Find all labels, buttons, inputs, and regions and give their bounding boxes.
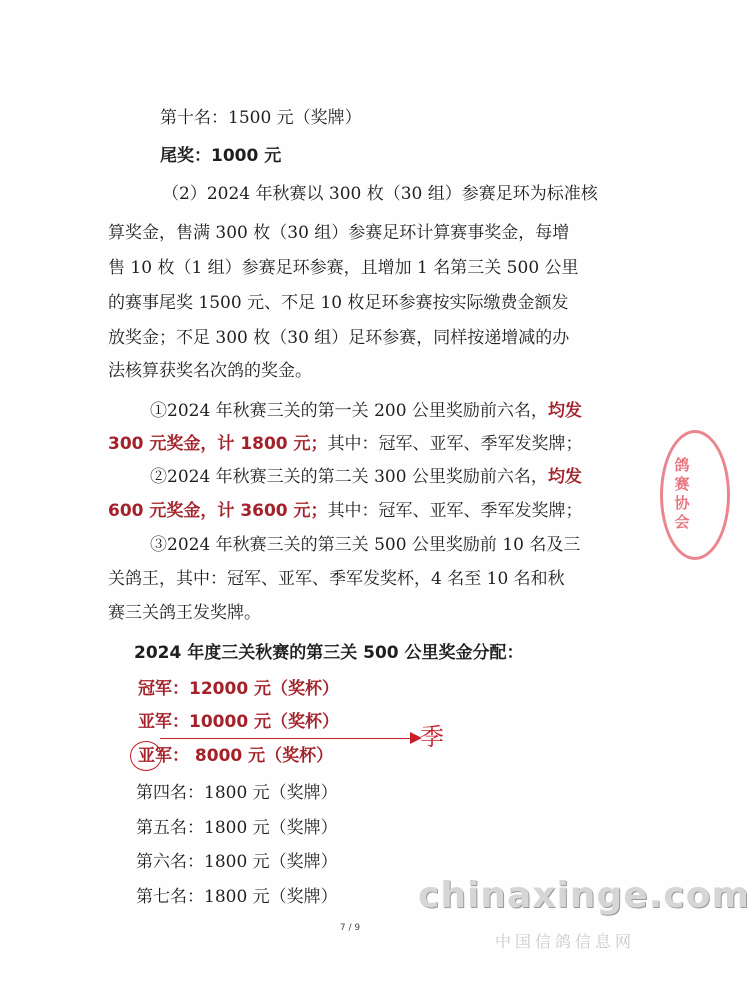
stage1-line-2 (108, 433, 583, 455)
paragraph-line-4: 的赛事尾奖 1500 元、不足 10 枚足环参赛按实际缴费金额发 (108, 293, 569, 313)
correction-circle (130, 741, 162, 771)
paragraph-line-5: 放奖金；不足 300 枚（30 组）足环参赛，同样按递增减的办 (108, 328, 570, 348)
prize-third: 亚军： 8000 元（奖杯） (138, 746, 334, 766)
paragraph-line-3: 售 10 枚（1 组）参赛足环参赛，且增加 1 名第三关 500 公里 (108, 258, 579, 278)
stage2-highlight: 均发 (547, 467, 582, 487)
stage1-line-1 (150, 400, 582, 422)
prize-7th: 第七名：1800 元（奖牌） (136, 887, 338, 907)
stage3-line-1: ③2024 年秋赛三关的第三关 500 公里奖励前 10 名及三 (150, 535, 581, 555)
correction-arrow-line (160, 738, 415, 739)
red-seal-stamp: 鸽赛协会 (660, 430, 730, 560)
watermark-logo: chinaxinge.com (418, 875, 750, 916)
consolation-prize: 尾奖：1000 元 (160, 146, 282, 166)
prize-10th: 第十名：1500 元（奖牌） (160, 108, 362, 128)
stage2-amount: 600 元奖金，计 3600 元； (108, 501, 328, 521)
prize-distribution-heading: 2024 年度三关秋赛的第三关 500 公里奖金分配： (134, 643, 524, 663)
stage1-text: ①2024 年秋赛三关的第一关 200 公里奖励前六名， (150, 401, 548, 421)
stage3-line-3: 赛三关鸽王发奖牌。 (108, 603, 261, 623)
paragraph-line-1: （2）2024 年秋赛以 300 枚（30 组）参赛足环为标准核 (162, 184, 598, 204)
paragraph-line-6: 法核算获奖名次鸽的奖金。 (108, 361, 312, 381)
stage1-amount: 300 元奖金，计 1800 元； (108, 434, 328, 454)
paragraph-line-2: 算奖金，售满 300 枚（30 组）参赛足环计算赛事奖金，每增 (108, 223, 570, 243)
prize-5th: 第五名：1800 元（奖牌） (136, 818, 338, 838)
stage3-line-2: 关鸽王，其中：冠军、亚军、季军发奖杯，4 名至 10 名和秋 (108, 569, 565, 589)
stage2-line-1 (150, 466, 582, 488)
stage2-text: ②2024 年秋赛三关的第二关 300 公里奖励前六名， (150, 467, 548, 487)
stage2-line-2 (108, 500, 583, 522)
page-number: 7 / 9 (339, 923, 361, 933)
prize-4th: 第四名：1800 元（奖牌） (136, 783, 338, 803)
stage2-awards: 其中：冠军、亚军、季军发奖牌； (327, 501, 583, 521)
stage1-awards: 其中：冠军、亚军、季军发奖牌； (327, 434, 583, 454)
stage1-highlight: 均发 (547, 401, 582, 421)
prize-6th: 第六名：1800 元（奖牌） (136, 852, 338, 872)
prize-runner-up: 亚军：10000 元（奖杯） (138, 712, 340, 732)
prize-champion: 冠军：12000 元（奖杯） (138, 679, 340, 699)
correction-text: 季 (420, 723, 444, 751)
watermark-subtitle: 中国信鸽信息网 (495, 932, 636, 951)
